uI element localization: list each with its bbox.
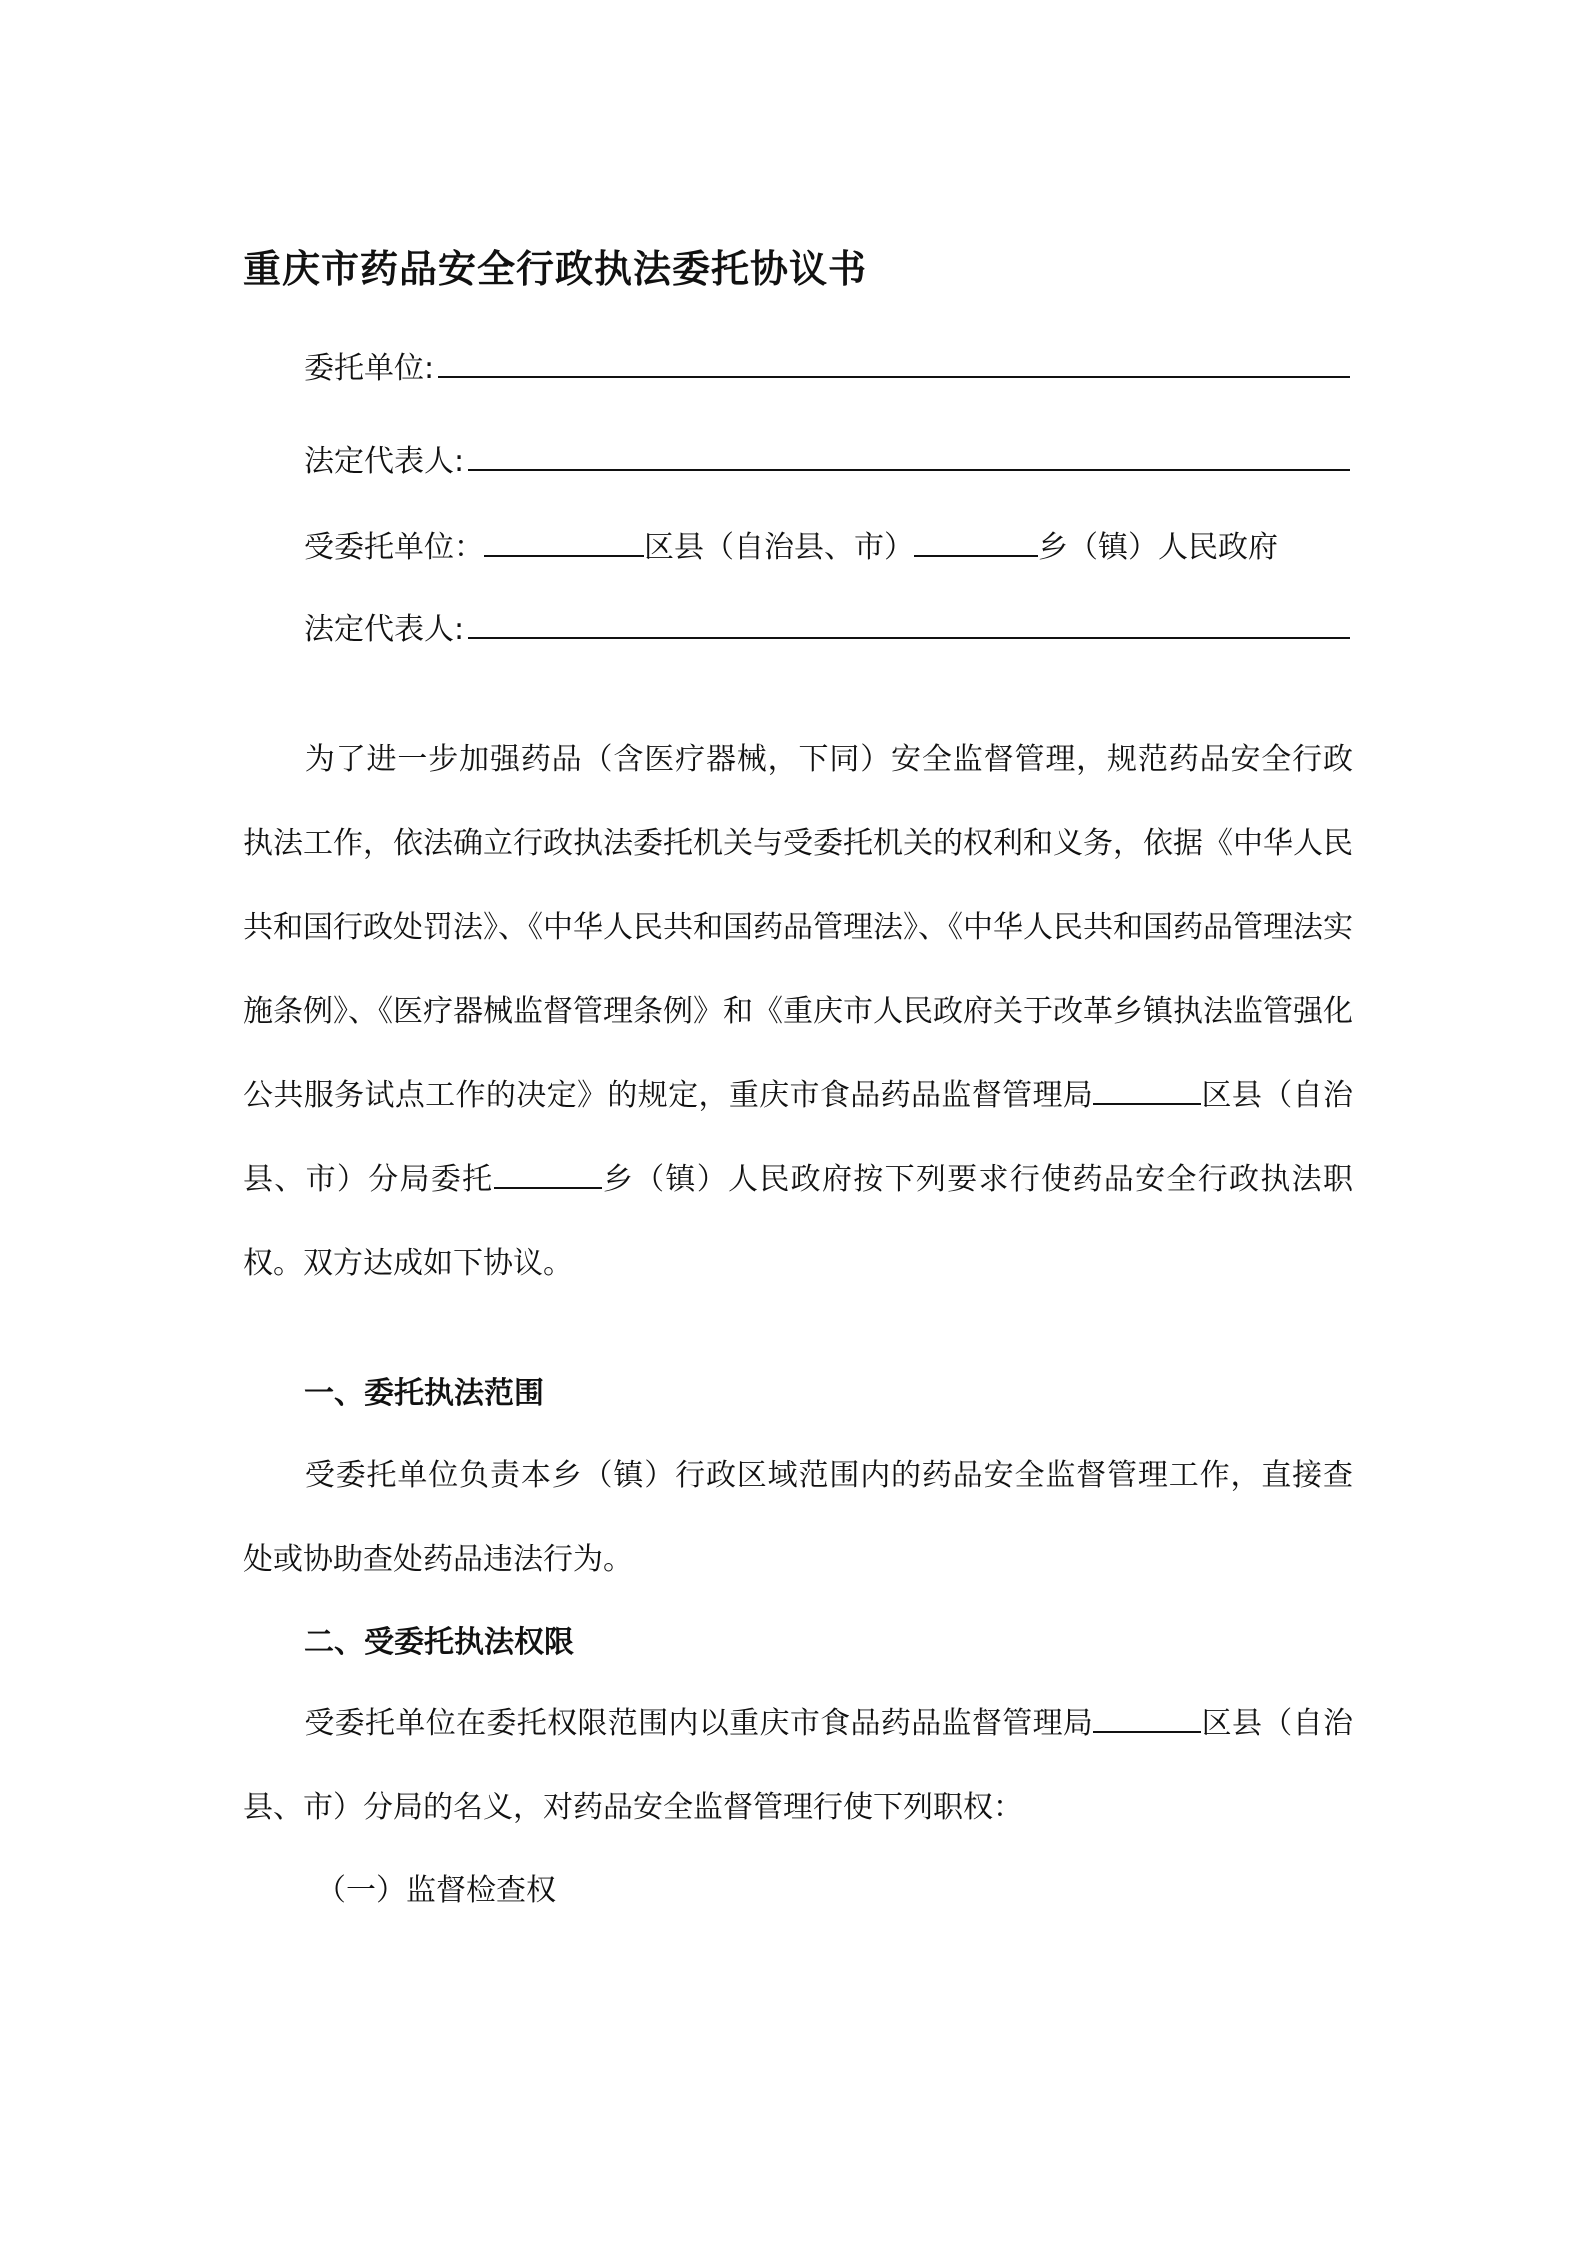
entrusting-unit-field	[304, 345, 1350, 393]
legal-rep-blank-1[interactable]	[468, 439, 1350, 471]
intro-part3: 乡（镇）人民政府按下列要求行使药品安全行政执法职权。双方达成如下协议。	[243, 1162, 1353, 1281]
township-blank[interactable]	[914, 525, 1038, 557]
section2-body	[243, 1682, 1353, 1850]
intro-paragraph	[243, 718, 1353, 1306]
section1-heading: 一、委托执法范围	[304, 1376, 544, 1411]
section2-text-1: 受委托单位在委托权限范围内以重庆市食品药品监督管理局	[304, 1706, 1094, 1741]
section2-district-blank[interactable]	[1093, 1701, 1201, 1733]
district-blank[interactable]	[484, 525, 644, 557]
section1-body	[243, 1434, 1353, 1602]
section2-sub1: （一）监督检查权	[316, 1873, 556, 1908]
legal-rep-label-1: 法定代表人:	[304, 444, 465, 479]
intro-part2: 区县（自治县、市）分局委托	[243, 1078, 1354, 1197]
entrusted-unit-label: 受委托单位：	[304, 530, 484, 565]
section1-text: 受委托单位负责本乡（镇）行政区域范围内的药品安全监督管理工作，直接查处或协助查处药品违法行为。	[243, 1458, 1353, 1577]
legal-rep-field-1	[304, 438, 1350, 486]
legal-rep-field-2	[304, 606, 1350, 654]
intro-township-blank[interactable]	[494, 1157, 602, 1189]
entrusting-unit-blank[interactable]	[438, 346, 1350, 378]
section2-text-2: 区县（自治县、市）分局的名义，对药品安全监督管理行使下列职权：	[243, 1706, 1353, 1825]
entrusted-unit-mid1: 区县（自治县、市）	[644, 530, 914, 565]
document-title: 重庆市药品安全行政执法委托协议书	[243, 247, 868, 291]
entrusting-unit-label: 委托单位:	[304, 351, 435, 386]
intro-district-blank[interactable]	[1093, 1073, 1201, 1105]
intro-part1: 为了进一步加强药品（含医疗器械，下同）安全监督管理，规范药品安全行政执法工作，依法确立行政执法委托机关与受委托机关的权利和义务，依据《中华人民共和国行政处罚法》、《中华人民共和国药品管理法》、《中华人民共和国药品管理法实施条例》、《医疗器械监督管理条例》和《重庆市人民政府关于改革乡镇执法监管强化公共服务试点工作的决定》的规定，重庆市食品药品监督管理局	[243, 742, 1353, 1113]
section2-heading: 二、受委托执法权限	[304, 1625, 574, 1660]
entrusted-unit-field	[304, 524, 1350, 572]
legal-rep-blank-2[interactable]	[468, 607, 1350, 639]
legal-rep-label-2: 法定代表人:	[304, 612, 465, 647]
entrusted-unit-mid2: 乡（镇）人民政府	[1038, 530, 1278, 565]
